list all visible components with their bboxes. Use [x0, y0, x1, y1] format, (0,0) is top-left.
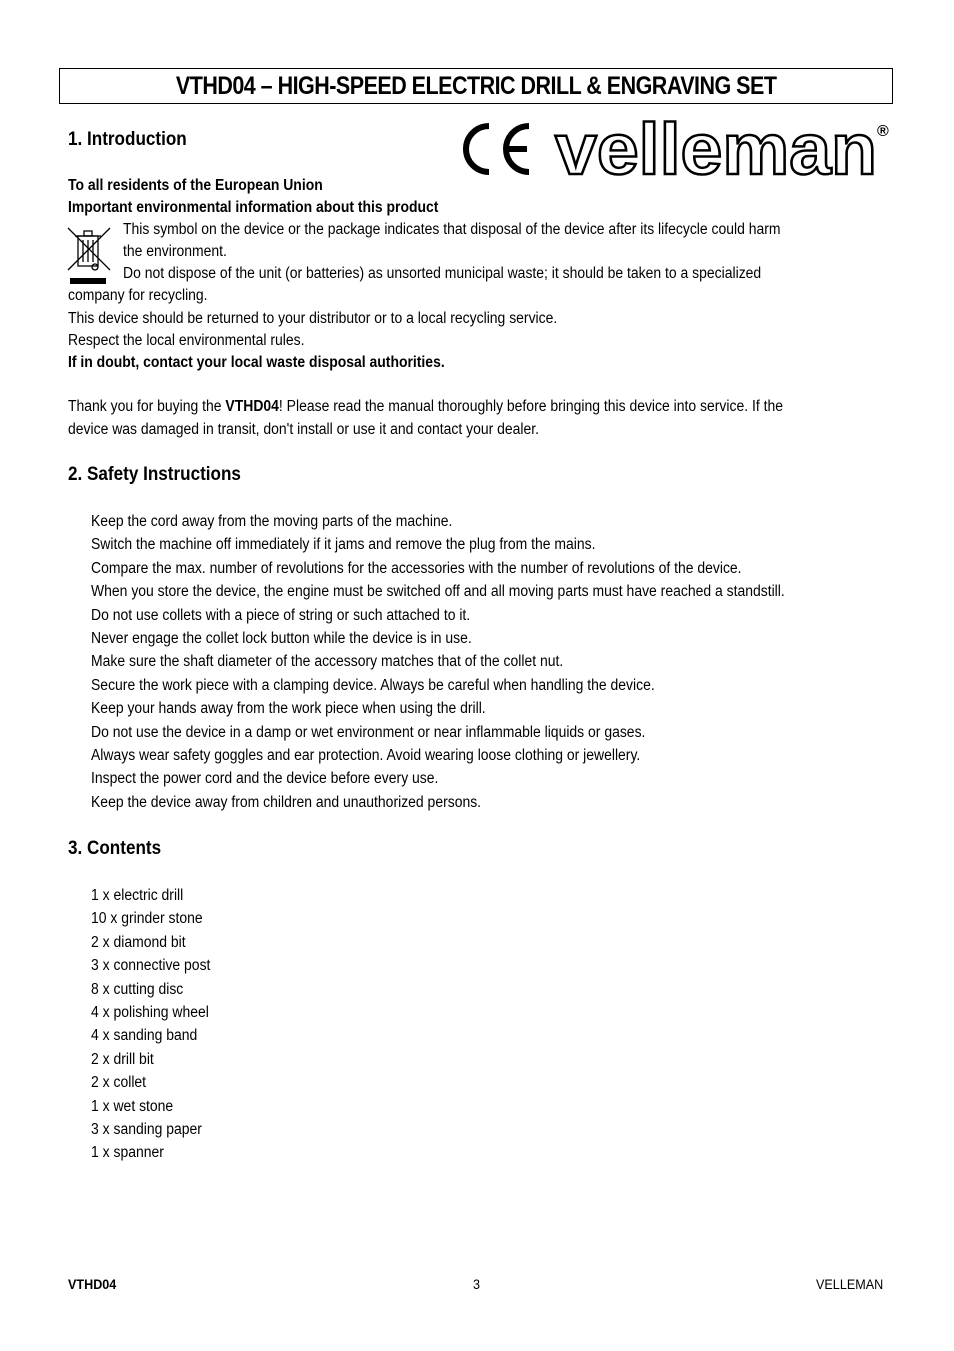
contents-item: 1 x electric drill: [91, 887, 184, 904]
footer-page-number: 3: [473, 1276, 481, 1292]
velleman-wordmark: velleman: [555, 118, 877, 182]
safety-instruction-item: Switch the machine off immediately if it jams and remove the plug from the mains.: [91, 536, 596, 554]
weee-text-line-2: the environment.: [123, 243, 227, 260]
environment-info-line: Important environmental information about this product: [68, 199, 439, 216]
contents-item: 1 x spanner: [91, 1144, 164, 1162]
safety-instruction-item: Do not use collets with a piece of string or such attached to it.: [91, 606, 471, 624]
contents-item: 2 x drill bit: [91, 1050, 154, 1068]
ce-mark-icon: [466, 126, 529, 172]
thanks-line-1: Thank you for buying the VTHD04! Please read the manual thoroughly before bringing this device into service. If the: [68, 398, 783, 415]
product-code: VTHD04: [225, 398, 279, 415]
safety-instruction-item: Keep the cord away from the moving parts of the machine.: [91, 513, 453, 530]
recycling-service-line: This device should be returned to your distributor or to a local recycling service.: [68, 310, 558, 327]
thanks-line-2: device was damaged in transit, don't install or use it and contact your dealer.: [68, 421, 540, 438]
safety-instruction-item: Inspect the power cord and the device before every use.: [91, 770, 439, 788]
safety-instruction-item: Do not use the device in a damp or wet environment or near inflammable liquids or gases.: [91, 723, 646, 741]
contents-item: 2 x collet: [91, 1074, 147, 1092]
safety-instruction-item: Always wear safety goggles and ear protection. Avoid wearing loose clothing or jewellery.: [91, 747, 641, 764]
weee-text-line-4: company for recycling.: [68, 287, 208, 304]
eu-residents-line: To all residents of the European Union: [68, 177, 323, 194]
safety-instruction-item: Never engage the collet lock button while the device is in use.: [91, 630, 472, 647]
footer-brand: VELLEMAN: [816, 1276, 884, 1292]
section-heading-introduction: 1. Introduction: [68, 129, 187, 150]
safety-instruction-item: Make sure the shaft diameter of the accessory matches that of the collet nut.: [91, 653, 564, 671]
safety-instruction-item: Keep your hands away from the work piece when using the drill.: [91, 700, 486, 718]
contents-item: 3 x sanding paper: [91, 1121, 202, 1138]
safety-instruction-item: When you store the device, the engine must be switched off and all moving parts must have reached a standstill.: [91, 583, 785, 601]
safety-instruction-item: Secure the work piece with a clamping device. Always be careful when handling the device.: [91, 676, 655, 694]
weee-bin-icon: [66, 224, 112, 286]
ce-velleman-logo: [459, 118, 891, 182]
contents-item: 10 x grinder stone: [91, 910, 203, 928]
document-title: VTHD04 – HIGH-SPEED ELECTRIC DRILL & ENGRAVING SET: [59, 68, 893, 104]
safety-instruction-item: Compare the max. number of revolutions for the accessories with the number of revolutions of the device.: [91, 559, 742, 577]
environmental-rules-line: Respect the local environmental rules.: [68, 332, 305, 349]
contents-item: 3 x connective post: [91, 957, 211, 975]
section-heading-contents: 3. Contents: [68, 838, 162, 859]
contents-item: 2 x diamond bit: [91, 933, 186, 951]
contents-item: 1 x wet stone: [91, 1097, 174, 1115]
footer-model: VTHD04: [68, 1276, 117, 1292]
registered-mark: ®: [877, 123, 889, 140]
section-heading-safety: 2. Safety Instructions: [68, 464, 241, 485]
contents-item: 4 x polishing wheel: [91, 1004, 209, 1021]
contents-item: 4 x sanding band: [91, 1027, 198, 1045]
safety-instruction-item: Keep the device away from children and unauthorized persons.: [91, 793, 482, 811]
weee-text-line-1: This symbol on the device or the package indicates that disposal of the device after its lifecycle could harm: [123, 221, 781, 238]
contact-authorities-line: If in doubt, contact your local waste disposal authorities.: [68, 354, 445, 371]
weee-text-line-3: Do not dispose of the unit (or batteries) as unsorted municipal waste; it should be taken to a specialized: [123, 265, 762, 282]
contents-item: 8 x cutting disc: [91, 980, 184, 998]
